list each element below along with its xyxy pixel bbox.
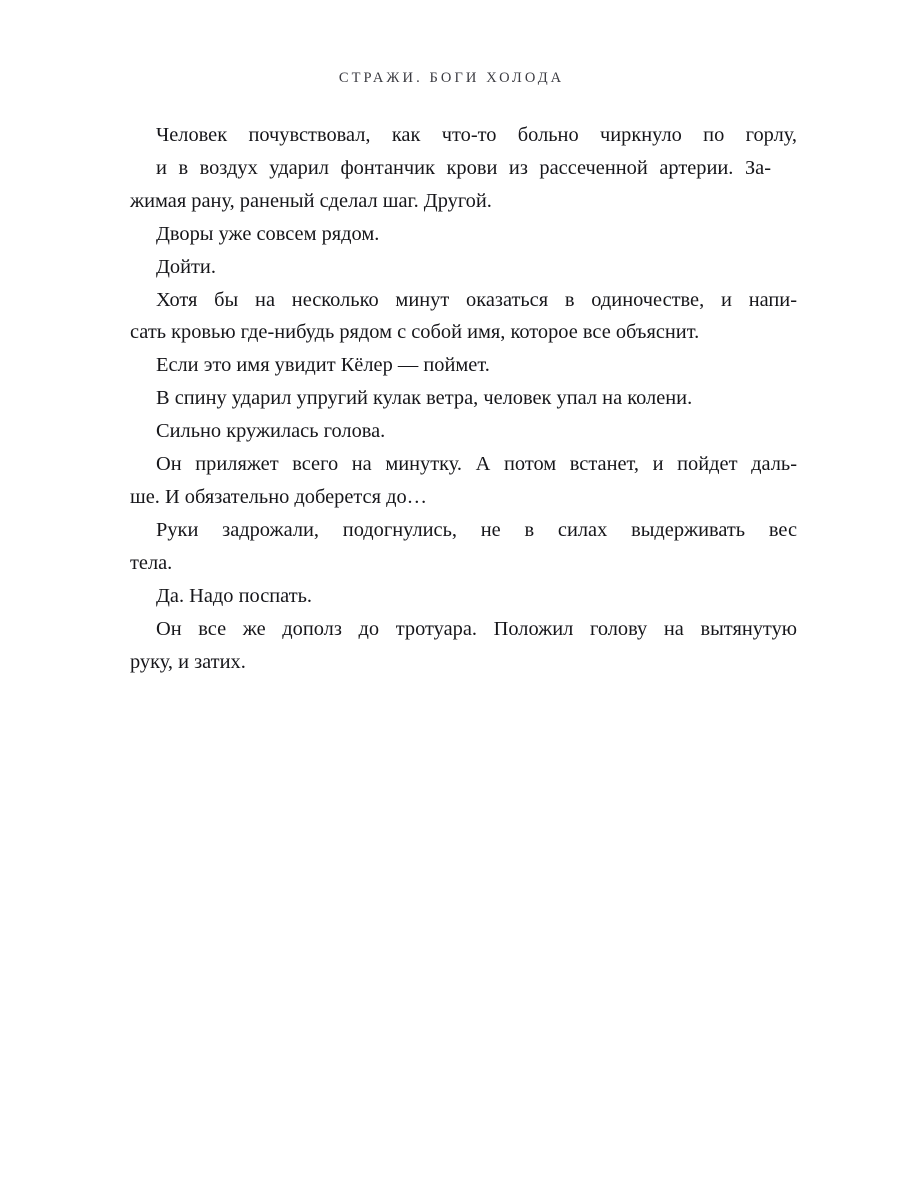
text-line: тела.: [130, 551, 173, 574]
text-line: жимая рану, раненый сделал шаг. Другой.: [130, 189, 492, 212]
text-line: Руки задрожали, подогнулись, не в силах выдерживать вес: [156, 518, 797, 541]
paragraph-text: [130, 124, 797, 212]
paragraph-text: [130, 618, 797, 673]
text-line: ше. И обязательно доберется до…: [130, 485, 428, 508]
paragraph-text: [130, 519, 797, 574]
paragraph-text: Дворы уже совсем рядом.: [156, 222, 380, 245]
paragraph-text: [130, 453, 797, 508]
paragraph-text: Да. Надо поспать.: [156, 584, 313, 607]
text-line: и в воздух ударил фонтанчик крови из рассеченной артерии. За-: [156, 156, 771, 179]
running-head: СТРАЖИ. БОГИ ХОЛОДА: [338, 70, 565, 86]
text-line: Он приляжет всего на минутку. А потом встанет, и пойдет даль-: [156, 453, 797, 476]
paragraph: [130, 349, 771, 382]
text-line: Хотя бы на несколько минут оказаться в одиночестве, и напи-: [156, 288, 797, 311]
text-line: руку, и затих.: [130, 650, 246, 673]
paragraph: [130, 251, 771, 284]
paragraph: [130, 448, 797, 514]
paragraph: [130, 119, 797, 218]
paragraph-text: [130, 289, 797, 344]
paragraph: [130, 415, 771, 448]
paragraph-text: В спину ударил упругий кулак ветра, человек упал на колени.: [156, 387, 693, 410]
paragraph: [130, 382, 771, 415]
paragraph: [130, 514, 797, 580]
paragraph-text: Если это имя увидит Кёлер — поймет.: [156, 354, 490, 377]
paragraph: [130, 580, 771, 613]
body-text-block: [130, 119, 797, 678]
text-line: Он все же дополз до тротуара. Положил голову на вытянутую: [156, 617, 797, 640]
paragraph: [130, 613, 797, 679]
text-line: сать кровью где-нибудь рядом с собой имя, которое все объяснит.: [130, 321, 700, 344]
paragraph: [130, 284, 797, 350]
text-line: Человек почувствовал, как что-то больно чиркнуло по горлу,: [156, 124, 797, 146]
paragraph: [130, 218, 771, 251]
paragraph-text: Дойти.: [156, 255, 216, 278]
paragraph-text: Сильно кружилась голова.: [156, 420, 386, 443]
